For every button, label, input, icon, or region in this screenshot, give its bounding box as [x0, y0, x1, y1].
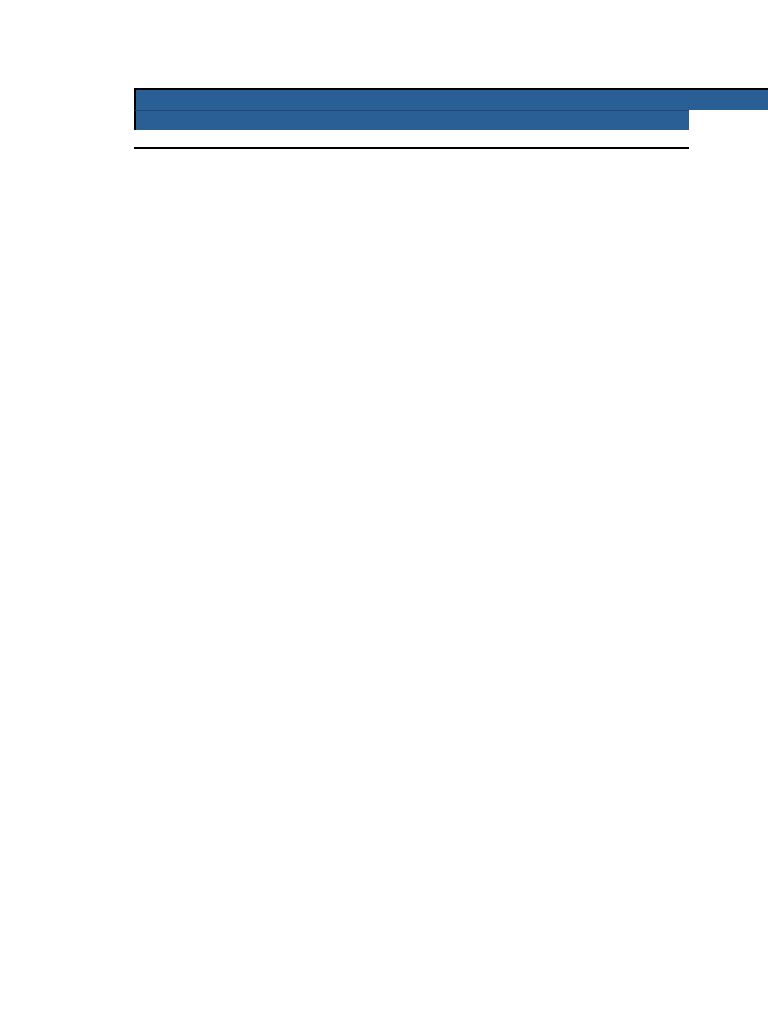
resolution-banner: [134, 110, 689, 130]
column-header-instructivo: [260, 130, 451, 149]
column-header-programa: [134, 130, 260, 149]
column-header-formatos: [451, 130, 689, 149]
manual-title-banner: [134, 88, 768, 110]
